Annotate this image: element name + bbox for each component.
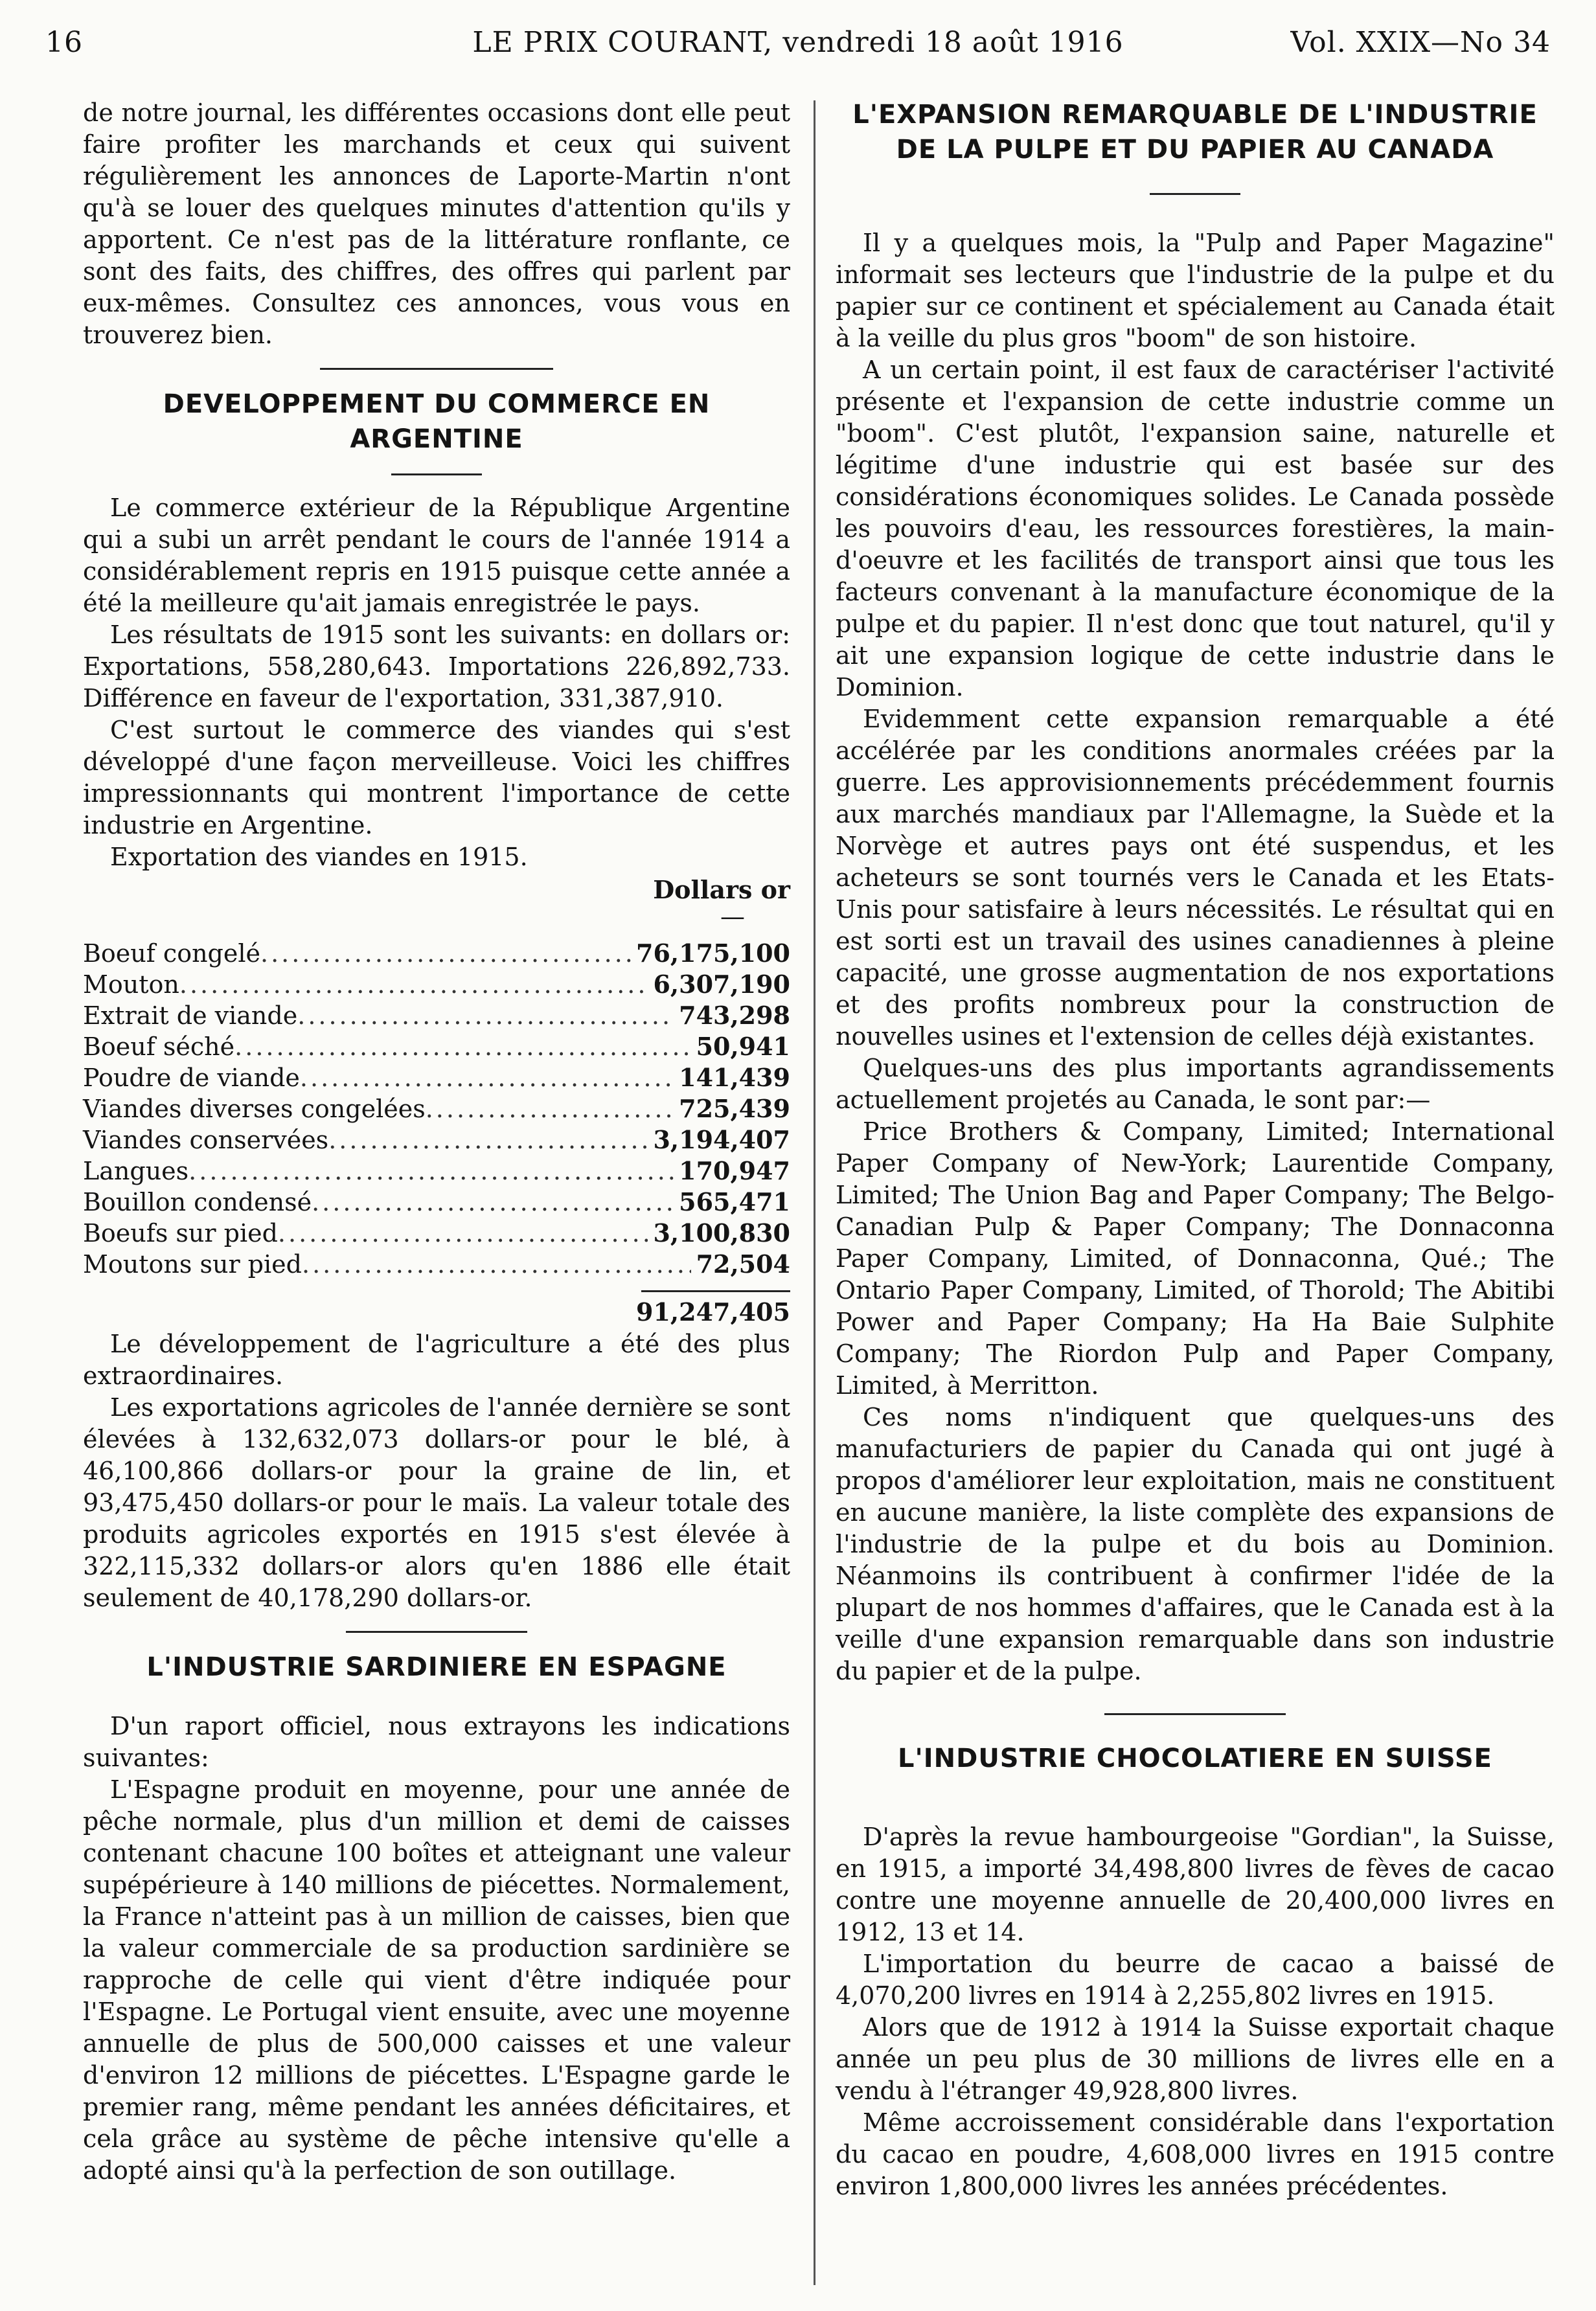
sardine-article [83,1650,790,2187]
row-label: Mouton [83,970,179,999]
sardine-title: L'INDUSTRIE SARDINIERE EN ESPAGNE [146,1652,727,1682]
row-label: Langues [83,1157,189,1185]
row-value: 565,471 [679,1187,790,1216]
unit-label: Dollars or [653,875,790,904]
table-rows [83,938,790,1280]
chocolate-article [836,1741,1555,2202]
section-divider [346,1631,527,1633]
row-value: 3,100,830 [653,1218,790,1247]
page-header [45,26,1551,71]
title-rule [1150,193,1240,195]
row-value: 170,947 [679,1156,790,1185]
table-row [83,1031,790,1062]
leader-dots [260,939,631,969]
leader-dots [426,1094,674,1124]
row-label: Bouillon condensé [83,1188,312,1216]
leader-dots [188,1156,674,1187]
row-label: Extrait de viande [83,1001,298,1030]
article-paragraph: Price Brothers & Company, Limited; International Paper Company of New-York; Laurentide Company, Limited; The Union Bag and Paper Company; The Belgo-Canadian Pulp & Paper Company; The Donnaconna Paper Company, Limited, of Donnaconna, Qué.; The Ontario Paper Company, Limited, of Thorold; The Abitibi Power and Paper Company; Ha Ha Baie Sulphite Company; The Riordon Pulp and Paper Company, Limited, à Merritton. [836,1117,1555,1400]
leader-dots [302,1249,691,1280]
total-rule [641,1290,790,1292]
leader-dots [328,1125,648,1156]
row-label: Poudre de viande [83,1064,300,1092]
article-paragraph: Il y a quelques mois, la "Pulp and Paper Magazine" informait ses lecteurs que l'industrie de la pulpe et du papier sur ce continent et spécialement au Canada était à la veille du plus gros "boom" de son histoire. [836,229,1555,352]
page-number: 16 [45,26,83,59]
row-value: 72,504 [696,1249,790,1279]
article-paragraph: Ces noms n'indiquent que quelques-uns des manufacturiers de papier du Canada qui ont jugé à propos d'améliorer leur exploitation, mais ne constituent en aucune manière, la liste complète des expansions de l'industrie de la pulpe et du bois au Dominion. Néanmoins ils contribuent à confirmer l'idée de la plupart de nos hommes d'affaires, que le Canada est à la veille d'une expansion remarquable dans son industrie du papier et de la pulpe. [836,1403,1555,1685]
row-label: Boeuf séché [83,1032,235,1061]
table-row [83,1093,790,1124]
article-paragraph: A un certain point, il est faux de caractériser l'activité présente et l'expansion de cette industrie comme un "boom". C'est plutôt, l'expansion saine, naturelle et légitime d'une industrie qui est basée sur des considérations économiques solides. Le Canada possède les pouvoirs d'eau, les ressources forestières, la main-d'oeuvre et les facilités de transport ainsi que tous les facteurs convenant à la manufacture économique de la pulpe et du papier. Il n'est donc que tout naturel, qu'il y ait une expansion logique de cette industrie dans le Dominion. [836,356,1555,701]
table-row [83,938,790,969]
table-row [83,1062,790,1093]
article-paragraph: Les exportations agricoles de l'année dernière se sont élevées à 132,632,073 dollars-or pour le blé, à 46,100,866 dollars-or pour la graine de lin, et 93,475,450 dollars-or pour le maïs. La valeur totale des produits agricoles exportés en 1915 s'est élevée à 322,115,332 dollars-or alors qu'en 1886 elle était seulement de 40,178,290 dollars-or. [83,1393,790,1612]
leader-dots [278,1218,648,1249]
leader-dots [300,1063,674,1093]
argentine-article [83,387,790,1614]
row-label: Boeufs sur pied [83,1219,278,1247]
leader-dots [234,1032,690,1062]
article-paragraph: Même accroissement considérable dans l'exportation du cacao en poudre, 4,608,000 livres en 1915 contre environ 1,800,000 livres les années précédentes. [836,2108,1555,2200]
row-value: 141,439 [679,1063,790,1092]
table-caption: Exportation des viandes en 1915. [110,843,528,871]
pulp-article [836,97,1555,1687]
publication-title: LE PRIX COURANT, vendredi 18 août 1916 [472,26,1124,59]
article-paragraph: Evidemment cette expansion remarquable a été accélérée par les conditions anormales créées par la guerre. Les approvisionnements précédemment fournis aux marchés mandiaux par l'Allemagne, la Suède et la Norvège et autres pays ont été suspendus, et les acheteurs se sont tournés vers le Canada et les Etats-Unis pour satisfaire à leurs nécessités. Le résultat qui en est sorti est un travail des usines canadiennes à pleine capacité, une grosse augmentation de nos exportations et des profits nombreux pour la construction de nouvelles usines et l'extension de celles déjà existantes. [836,705,1555,1051]
table-row [83,1218,790,1249]
article-paragraph: Le développement de l'agriculture a été des plus extraordinaires. [83,1330,790,1390]
table-row [83,1124,790,1156]
table-row [83,1000,790,1031]
right-column [836,97,1555,2285]
table-row [83,1156,790,1187]
chocolate-title: L'INDUSTRIE CHOCOLATIERE EN SUISSE [898,1744,1492,1773]
meat-export-table [83,873,790,1328]
section-divider [1104,1713,1286,1715]
row-value: 50,941 [696,1032,790,1061]
row-label: Boeuf congelé [83,939,260,968]
row-label: Viandes diverses congelées [83,1095,426,1123]
article-paragraph: Quelques-uns des plus importants agrandissements actuellement projetés au Canada, le sont par:— [836,1054,1555,1114]
article-paragraph: D'un raport officiel, nous extrayons les indications suivantes: [83,1712,790,1772]
row-value: 6,307,190 [653,970,790,999]
table-row [83,969,790,1000]
row-label: Viandes conservées [83,1126,329,1154]
table-total: 91,247,405 [636,1297,790,1326]
table-row [83,1187,790,1218]
article-paragraph: Les résultats de 1915 sont les suivants: en dollars or: Exportations, 558,280,643. Importations 226,892,733. Différence en faveur de l'exportation, 331,387,910. [83,620,790,712]
section-divider [320,368,553,370]
argentine-title: DEVELOPPEMENT DU COMMERCE EN ARGENTINE [163,389,711,454]
title-rule [391,473,482,475]
row-value: 743,298 [679,1001,790,1030]
unit-dash: — [720,902,745,931]
article-paragraph: Alors que de 1912 à 1914 la Suisse exportait chaque année un peu plus de 30 millions de livres elle en a vendu à l'étranger 49,928,800 livres. [836,2013,1555,2105]
column-divider [814,100,815,2285]
article-paragraph: L'Espagne produit en moyenne, pour une année de pêche normale, plus d'un million et demi de caisses contenant chacune 100 boîtes et atteignant une valeur supépérieure à 140 millions de piécettes. Normalement, la France n'atteint pas à un million de caisses, bien que la valeur commerciale de sa production sardinière se rapproche de celle qui vient d'être indiquée pour l'Espagne. Le Portugal vient ensuite, avec une moyenne annuelle de plus de 500,000 caisses et une valeur d'environ 12 millions de piécettes. L'Espagne garde le premier rang, même pendant les années déficitaires, et cela grâce au système de pêche intensive qu'elle a adopté ainsi qu'à la perfection de son outillage. [83,1775,790,2185]
row-value: 3,194,407 [653,1125,790,1154]
pulp-title: L'EXPANSION REMARQUABLE DE L'INDUSTRIE DE LA PULPE ET DU PAPIER AU CANADA [852,100,1538,165]
intro-paragraph: de notre journal, les différentes occasions dont elle peut faire profiter les marchands et ceux qui suivent régulièrement les annonces de Laporte-Martin n'ont qu'à se louer des quelques minutes d'attention qu'ils y apportent. Ce n'est pas de la littérature ronflante, ce sont des faits, des chiffres, des offres qui parlent par eux-mêmes. Consultez ces annonces, vous vous en trouverez bien. [83,98,790,349]
row-label: Moutons sur pied [83,1250,302,1279]
article-paragraph: L'importation du beurre de cacao a baissé de 4,070,200 livres en 1914 à 2,255,802 livres en 1915. [836,1950,1555,2010]
article-paragraph: C'est surtout le commerce des viandes qui s'est développé d'une façon merveilleuse. Voici les chiffres impressionnants qui montrent l'importance de cette industrie en Argentine. [83,716,790,839]
table-row [83,1249,790,1280]
article-paragraph: Le commerce extérieur de la République Argentine qui a subi un arrêt pendant le cours de l'année 1914 a considérablement repris en 1915 puisque cette année a été la meilleure qu'ait jamais enregistrée le pays. [83,494,790,617]
row-value: 725,439 [679,1094,790,1123]
article-paragraph: D'après la revue hambourgeoise "Gordian", la Suisse, en 1915, a importé 34,498,800 livres de fèves de cacao contre une moyenne annuelle de 20,400,000 livres en 1912, 13 et 14. [836,1823,1555,1946]
leader-dots [179,970,648,1000]
leader-dots [312,1187,674,1218]
left-column [83,97,790,2285]
row-value: 76,175,100 [636,939,790,968]
volume-number: Vol. XXIX—No 34 [1290,26,1551,59]
leader-dots [297,1001,674,1031]
